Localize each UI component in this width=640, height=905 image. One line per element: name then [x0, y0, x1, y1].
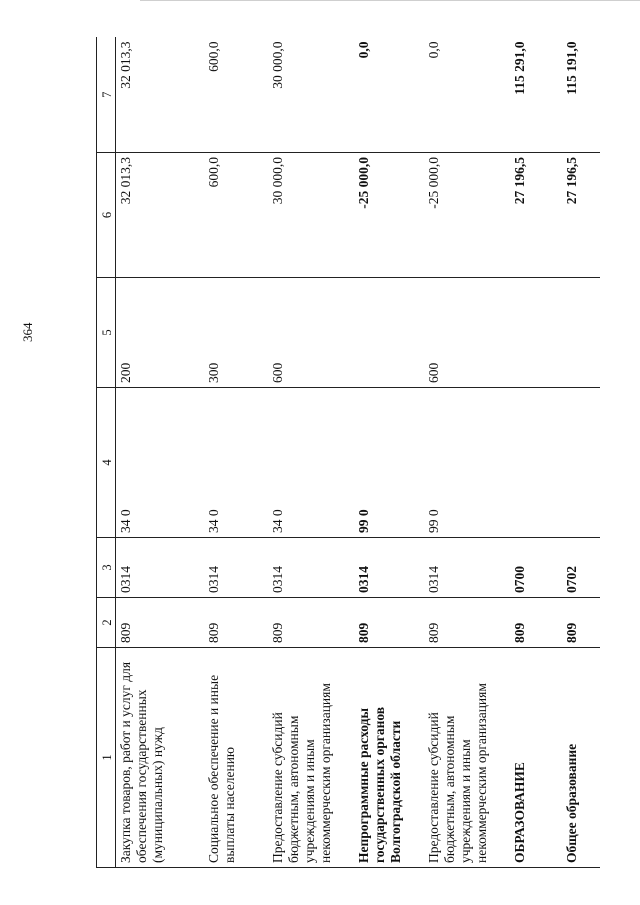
- table-row: [354, 38, 424, 868]
- row-change-amount: -25 000,0: [424, 153, 510, 278]
- row-total-amount: 30 000,0: [268, 38, 354, 153]
- row-section-code: 0314: [204, 538, 268, 598]
- row-target-code: 99 0: [354, 388, 424, 538]
- row-change-amount: 27 196,5: [562, 153, 600, 278]
- row-change-amount: 27 196,5: [510, 153, 562, 278]
- row-expense-type: 200: [116, 278, 205, 388]
- row-name: Предоставление субсидий бюджетным, автономным учреждениям и иным некоммерческим организациям: [424, 648, 510, 868]
- row-change-amount: -25 000,0: [354, 153, 424, 278]
- row-ministry-code: 809: [562, 598, 600, 648]
- row-section-code: 0314: [116, 538, 205, 598]
- row-section-code: 0314: [354, 538, 424, 598]
- row-name: Непрограммные расходы государственных органов Волгоградской области: [354, 648, 424, 868]
- page-number: 364: [20, 322, 35, 342]
- header-col-2: 2: [97, 598, 116, 648]
- table-row: [424, 38, 510, 868]
- row-expense-type: 300: [204, 278, 268, 388]
- row-ministry-code: 809: [510, 598, 562, 648]
- row-target-code: [510, 388, 562, 538]
- table-row: [562, 38, 600, 868]
- table-row: [116, 38, 205, 868]
- row-name: Общее образование: [562, 648, 600, 868]
- rotated-table-container: [96, 38, 606, 868]
- row-change-amount: 30 000,0: [268, 153, 354, 278]
- row-change-amount: 600,0: [204, 153, 268, 278]
- row-section-code: 0314: [268, 538, 354, 598]
- row-name: Предоставление субсидий бюджетным, автономным учреждениям и иным некоммерческим организациям: [268, 648, 354, 868]
- row-ministry-code: 809: [116, 598, 205, 648]
- row-total-amount: 32 013,3: [116, 38, 205, 153]
- table-row: [268, 38, 354, 868]
- row-target-code: 34 0: [268, 388, 354, 538]
- row-change-amount: 32 013,3: [116, 153, 205, 278]
- row-ministry-code: 809: [354, 598, 424, 648]
- table-body: [116, 38, 601, 868]
- row-total-amount: 115 291,0: [510, 38, 562, 153]
- row-ministry-code: 809: [424, 598, 510, 648]
- header-col-4: 4: [97, 388, 116, 538]
- row-ministry-code: 809: [268, 598, 354, 648]
- budget-table: [96, 38, 600, 869]
- row-ministry-code: 809: [204, 598, 268, 648]
- row-target-code: [562, 388, 600, 538]
- row-section-code: 0314: [424, 538, 510, 598]
- row-total-amount: 0,0: [354, 38, 424, 153]
- row-total-amount: 0,0: [424, 38, 510, 153]
- header-col-5: 5: [97, 278, 116, 388]
- row-target-code: 99 0: [424, 388, 510, 538]
- row-target-code: 34 0: [204, 388, 268, 538]
- row-expense-type: 600: [424, 278, 510, 388]
- row-expense-type: [354, 278, 424, 388]
- row-name: ОБРАЗОВАНИЕ: [510, 648, 562, 868]
- row-target-code: 34 0: [116, 388, 205, 538]
- row-section-code: 0700: [510, 538, 562, 598]
- header-col-6: 6: [97, 153, 116, 278]
- row-expense-type: [562, 278, 600, 388]
- table-row: [510, 38, 562, 868]
- row-total-amount: 115 191,0: [562, 38, 600, 153]
- row-total-amount: 600,0: [204, 38, 268, 153]
- header-col-1: 1: [97, 648, 116, 868]
- table-row: [204, 38, 268, 868]
- row-expense-type: [510, 278, 562, 388]
- row-expense-type: 600: [268, 278, 354, 388]
- header-row: [97, 38, 116, 868]
- header-col-7: 7: [97, 38, 116, 153]
- scan-top-edge: [140, 0, 640, 1]
- table-header: [97, 38, 116, 868]
- row-section-code: 0702: [562, 538, 600, 598]
- row-name: Социальное обеспечение и иные выплаты населению: [204, 648, 268, 868]
- row-name: Закупка товаров, работ и услуг для обеспечения государственных (муниципальных) нужд: [116, 648, 205, 868]
- header-col-3: 3: [97, 538, 116, 598]
